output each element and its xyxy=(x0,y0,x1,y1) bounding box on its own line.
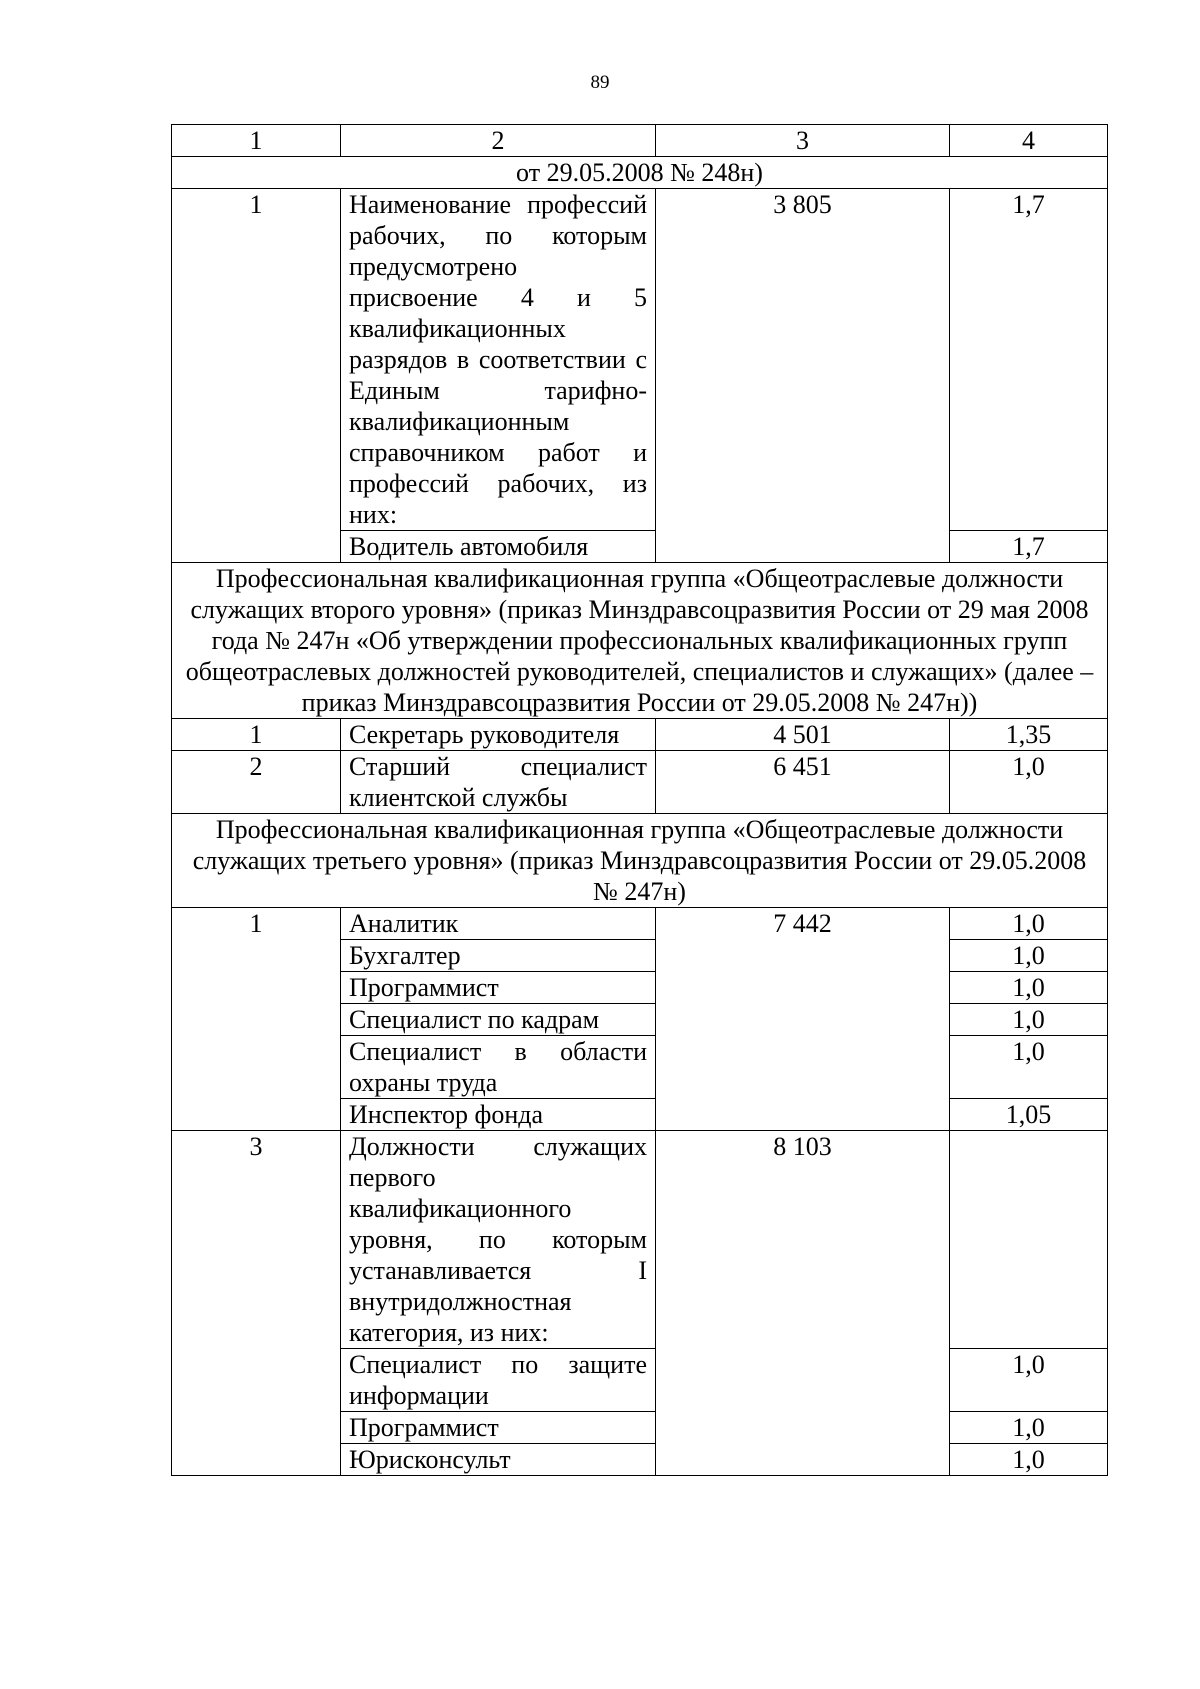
header-cell-2: 2 xyxy=(341,125,656,157)
section-title-row xyxy=(172,814,1108,908)
header-cell-1: 1 xyxy=(172,125,341,157)
table-row xyxy=(172,751,1108,814)
base-salary: 7 442 xyxy=(656,908,950,1131)
position-name: Старший специалист клиентской службы xyxy=(341,751,656,814)
position-name: Юрисконсульт xyxy=(341,1444,656,1476)
position-name: Программист xyxy=(341,1412,656,1444)
table-row xyxy=(172,1131,1108,1349)
coefficient: 1,0 xyxy=(950,1412,1108,1444)
row-number: 1 xyxy=(172,908,341,1131)
coefficient: 1,0 xyxy=(950,1349,1108,1412)
coefficient: 1,0 xyxy=(950,1004,1108,1036)
position-name: Водитель автомобиля xyxy=(341,531,656,563)
tariff-table xyxy=(171,124,1108,1476)
position-name: Инспектор фонда xyxy=(341,1099,656,1131)
table-row xyxy=(172,189,1108,531)
row-number: 1 xyxy=(172,189,341,563)
coefficient: 1,0 xyxy=(950,1444,1108,1476)
base-salary: 8 103 xyxy=(656,1131,950,1476)
coefficient: 1,35 xyxy=(950,719,1108,751)
position-name: Программист xyxy=(341,972,656,1004)
coefficient: 1,0 xyxy=(950,1036,1108,1099)
position-name: Бухгалтер xyxy=(341,940,656,972)
section-title-row xyxy=(172,563,1108,719)
header-cell-4: 4 xyxy=(950,125,1108,157)
row-number: 3 xyxy=(172,1131,341,1476)
table-row xyxy=(172,908,1108,940)
coefficient: 1,7 xyxy=(950,531,1108,563)
coefficient: 1,05 xyxy=(950,1099,1108,1131)
position-name: Аналитик xyxy=(341,908,656,940)
base-salary: 3 805 xyxy=(656,189,950,563)
coefficient: 1,7 xyxy=(950,189,1108,531)
coefficient: 1,0 xyxy=(950,940,1108,972)
section-title-row xyxy=(172,157,1108,189)
position-name: Специалист в области охраны труда xyxy=(341,1036,656,1099)
base-salary: 6 451 xyxy=(656,751,950,814)
base-salary: 4 501 xyxy=(656,719,950,751)
section-title: от 29.05.2008 № 248н) xyxy=(172,157,1108,189)
page-number: 89 xyxy=(590,72,610,93)
section-title: Профессиональная квалификационная группа «Общеотраслевые должности служащих второго уровня» (приказ Минздравсоцразвития России от 29 мая 2008 года № 247н «Об утверждении профессиональных квалификационных групп общеотраслевых должностей руководителей, специалистов и служащих» (далее – приказ Минздравсоцразвития России от 29.05.2008 № 247н)) xyxy=(172,563,1108,719)
section-title: Профессиональная квалификационная группа «Общеотраслевые должности служащих третьего уровня» (приказ Минздравсоцразвития России от 29.05.2008 № 247н) xyxy=(172,814,1108,908)
position-name: Специалист по защите информации xyxy=(341,1349,656,1412)
row-number: 2 xyxy=(172,751,341,814)
header-cell-3: 3 xyxy=(656,125,950,157)
position-name: Секретарь руководителя xyxy=(341,719,656,751)
table-header-row xyxy=(172,125,1108,157)
row-number: 1 xyxy=(172,719,341,751)
coefficient: 1,0 xyxy=(950,908,1108,940)
coefficient: 1,0 xyxy=(950,751,1108,814)
position-name: Специалист по кадрам xyxy=(341,1004,656,1036)
group-header: Должности служащих первого квалификационного уровня, по которым устанавливается I внутридолжностная категория, из них: xyxy=(341,1131,656,1349)
table-row xyxy=(172,719,1108,751)
coefficient-empty xyxy=(950,1131,1108,1349)
position-name: Наименование профессий рабочих, по которым предусмотрено присвоение 4 и 5 квалификационных разрядов в соответствии с Единым тарифно-квалификационным справочником работ и профессий рабочих, из них: xyxy=(341,189,656,531)
coefficient: 1,0 xyxy=(950,972,1108,1004)
